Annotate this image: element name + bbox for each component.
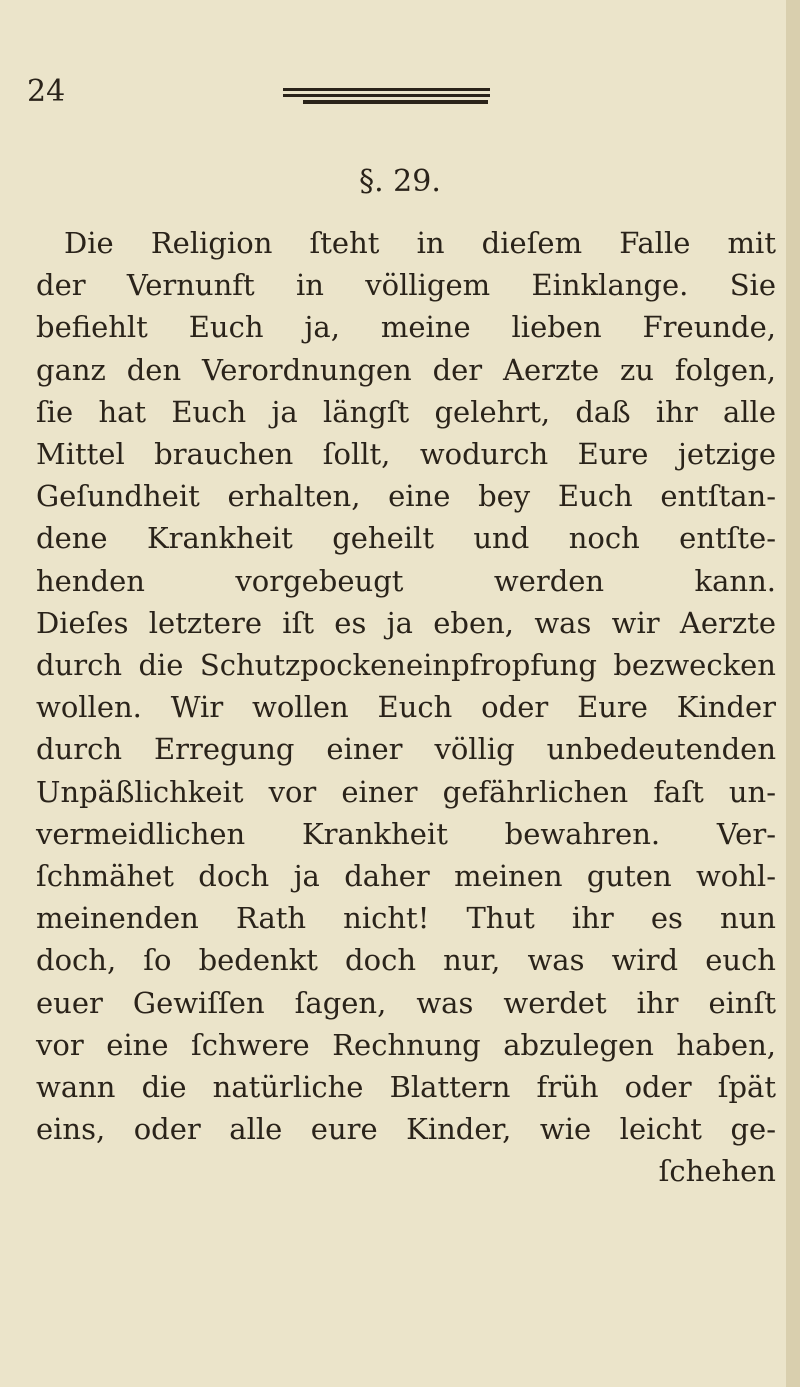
text-line: meinenden Rath nicht! Thut ihr es nun [36, 901, 776, 936]
text-line: vor eine ſchwere Rechnung abzulegen haben, [36, 1027, 776, 1062]
text-line: befiehlt Euch ja, meine lieben Freunde, [36, 310, 776, 345]
text-line: Die Religion ſteht in dieſem Falle mit [64, 226, 776, 260]
text-line: Unpäßlichkeit vor einer gefährlichen faſt un- [36, 774, 776, 809]
text-line: doch, ſo bedenkt doch nur, was wird euch [36, 943, 776, 978]
text-line: ſie hat Euch ja längſt gelehrt, daß ihr alle [36, 394, 776, 429]
text-line: dene Krankheit geheilt und noch entſte- [36, 521, 776, 556]
header-ornament-rule [283, 88, 490, 104]
text-line: Dieſes letztere iſt es ja eben, was wir Aerzte [36, 605, 776, 640]
text-line: henden vorgebeugt werden kann. [36, 563, 776, 598]
section-heading: §. 29. [359, 164, 441, 199]
text-line: durch die Schutzpockeneinpfropfung bezwecken [36, 648, 776, 683]
body-paragraph [36, 222, 776, 1193]
text-line: der Vernunft in völligem Einklange. Sie [36, 268, 776, 303]
text-line: Mittel brauchen ſollt, wodurch Eure jetzige [36, 437, 776, 472]
catchword: ſchehen [658, 1154, 776, 1189]
text-line: ganz den Verordnungen der Aerzte zu folgen, [36, 352, 776, 387]
text-line: euer Gewiſſen ſagen, was werdet ihr einſt [36, 985, 776, 1020]
text-line: wollen. Wir wollen Euch oder Eure Kinder [36, 690, 776, 725]
text-line: wann die natürliche Blattern früh oder ſpät [36, 1070, 776, 1105]
page-number: 24 [27, 74, 66, 109]
text-line: vermeidlichen Krankheit bewahren. Ver- [36, 816, 776, 851]
rule-line [283, 94, 490, 97]
page-edge [786, 0, 800, 1387]
text-line: ſchmähet doch ja daher meinen guten wohl- [36, 859, 776, 894]
text-line: eins, oder alle eure Kinder, wie leicht ge- [36, 1112, 776, 1147]
text-line: Geſundheit erhalten, eine bey Euch entſtan- [36, 479, 776, 514]
rule-line [283, 88, 490, 91]
rule-line [303, 100, 488, 104]
text-line: durch Erregung einer völlig unbedeutenden [36, 732, 776, 767]
